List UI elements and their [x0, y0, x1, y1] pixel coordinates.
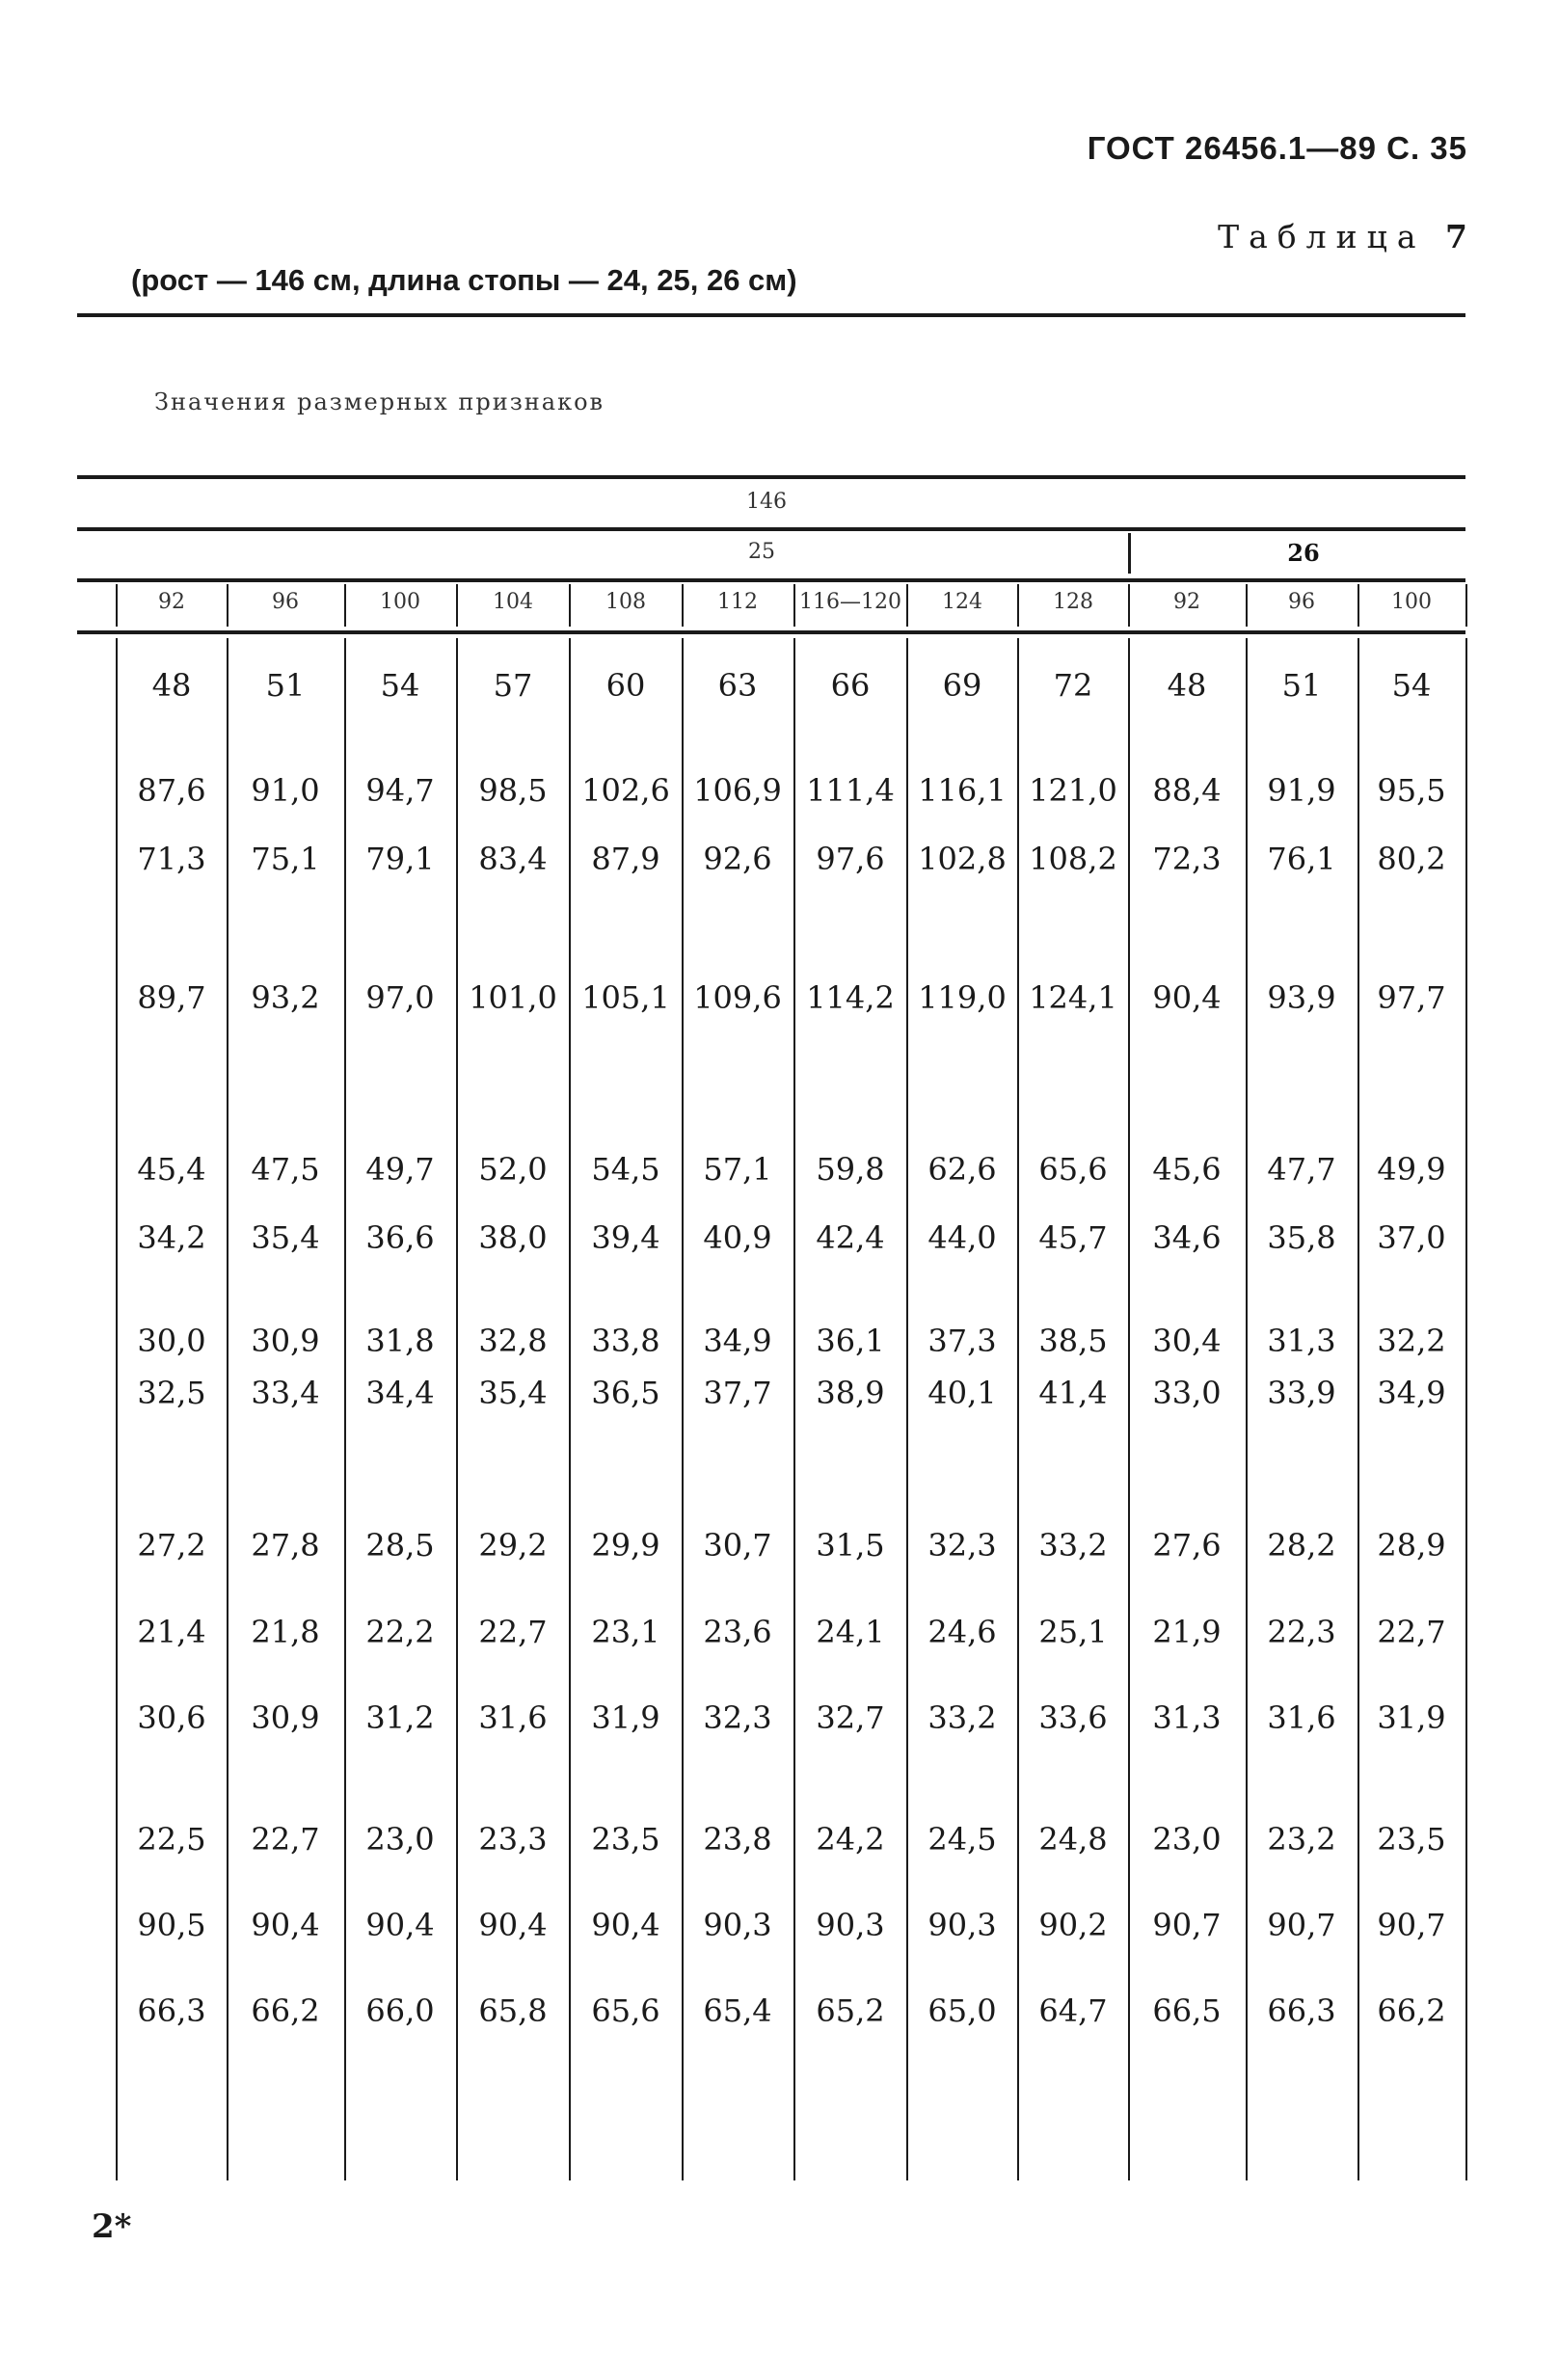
table-cell: 90,5 — [137, 1907, 206, 1943]
table-cell: 91,9 — [1267, 772, 1336, 809]
table-cell: 65,2 — [816, 1992, 885, 2029]
column-header-divider — [569, 584, 571, 627]
table-cell: 93,9 — [1267, 979, 1336, 1016]
table-cell: 25,1 — [1038, 1614, 1108, 1650]
table-cell: 44,0 — [927, 1219, 997, 1256]
column-divider — [682, 638, 684, 2180]
table-cell: 54 — [380, 667, 420, 704]
table-cell: 23,5 — [591, 1821, 660, 1858]
table-cell: 30,0 — [137, 1323, 206, 1359]
column-header-divider — [344, 584, 346, 627]
table-cell: 114,2 — [806, 979, 895, 1016]
table-cell: 66,5 — [1152, 1992, 1222, 2029]
table-cell: 22,7 — [478, 1614, 548, 1650]
table-cell: 21,4 — [137, 1614, 206, 1650]
table-cell: 24,1 — [816, 1614, 885, 1650]
foot-group-25: 25 — [748, 540, 775, 564]
table-cell: 97,0 — [365, 979, 435, 1016]
table-cell: 47,5 — [251, 1151, 320, 1188]
table-cell: 45,7 — [1038, 1219, 1108, 1256]
table-cell: 29,9 — [591, 1527, 660, 1564]
table-cell: 69 — [942, 667, 982, 704]
table-cell: 23,0 — [365, 1821, 435, 1858]
table-cell: 66,2 — [1377, 1992, 1446, 2029]
column-divider — [227, 638, 228, 2180]
table-cell: 121,0 — [1029, 772, 1117, 809]
table-cell: 51 — [1281, 667, 1322, 704]
table-cell: 28,5 — [365, 1527, 435, 1564]
table-cell: 49,9 — [1377, 1151, 1446, 1188]
table-cell: 64,7 — [1038, 1992, 1108, 2029]
table-cell: 80,2 — [1377, 841, 1446, 877]
table-cell: 23,5 — [1377, 1821, 1446, 1858]
table-number: 7 — [1445, 218, 1467, 255]
column-header-divider — [793, 584, 795, 627]
table-cell: 105,1 — [581, 979, 670, 1016]
table-cell: 22,3 — [1267, 1614, 1336, 1650]
table-cell: 90,3 — [927, 1907, 997, 1943]
table-cell: 54 — [1391, 667, 1432, 704]
table-cell: 22,2 — [365, 1614, 435, 1650]
column-divider — [1357, 638, 1359, 2180]
column-header-divider — [1246, 584, 1248, 627]
column-header: 96 — [1288, 590, 1315, 614]
table-cell: 34,9 — [703, 1323, 772, 1359]
document-reference: ГОСТ 26456.1—89 С. 35 — [1087, 130, 1467, 166]
table-cell: 24,6 — [927, 1614, 997, 1650]
table-cell: 48 — [1167, 667, 1207, 704]
column-divider — [569, 638, 571, 2180]
table-cell: 37,3 — [927, 1323, 997, 1359]
table-cell: 90,4 — [478, 1907, 548, 1943]
table-cell: 59,8 — [816, 1151, 885, 1188]
table-cell: 71,3 — [137, 841, 206, 877]
table-cell: 90,4 — [1152, 979, 1222, 1016]
table-cell: 65,6 — [1038, 1151, 1108, 1188]
table-cell: 75,1 — [251, 841, 320, 877]
table-cell: 31,9 — [591, 1699, 660, 1736]
table-cell: 30,9 — [251, 1699, 320, 1736]
table-cell: 36,1 — [816, 1323, 885, 1359]
table-cell: 23,1 — [591, 1614, 660, 1650]
column-header-divider — [682, 584, 684, 627]
table-cell: 32,8 — [478, 1323, 548, 1359]
table-cell: 33,2 — [1038, 1527, 1108, 1564]
table-cell: 90,3 — [816, 1907, 885, 1943]
table-label — [1218, 218, 1467, 255]
foot-row-rule — [77, 578, 1465, 582]
table-cell: 33,9 — [1267, 1375, 1336, 1411]
foot-group-26: 26 — [1287, 539, 1320, 567]
table-cell: 62,6 — [927, 1151, 997, 1188]
column-header-divider — [116, 584, 118, 627]
table-cell: 22,5 — [137, 1821, 206, 1858]
table-cell: 37,0 — [1377, 1219, 1446, 1256]
table-cell: 31,2 — [365, 1699, 435, 1736]
table-cell: 101,0 — [469, 979, 557, 1016]
table-cell: 66,3 — [137, 1992, 206, 2029]
column-header: 108 — [605, 590, 646, 614]
table-cell: 24,2 — [816, 1821, 885, 1858]
table-cell: 87,9 — [591, 841, 660, 877]
column-divider — [116, 638, 118, 2180]
table-cell: 28,9 — [1377, 1527, 1446, 1564]
column-header-divider — [1465, 584, 1467, 627]
table-cell: 27,2 — [137, 1527, 206, 1564]
column-divider — [1128, 638, 1130, 2180]
table-cell: 33,4 — [251, 1375, 320, 1411]
table-label-word: Таблица — [1218, 218, 1426, 255]
column-divider — [906, 638, 908, 2180]
table-cell: 23,3 — [478, 1821, 548, 1858]
table-cell: 89,7 — [137, 979, 206, 1016]
table-cell: 32,5 — [137, 1375, 206, 1411]
table-cell: 23,0 — [1152, 1821, 1222, 1858]
title-rule — [77, 313, 1465, 317]
column-header-divider — [1357, 584, 1359, 627]
table-cell: 90,4 — [591, 1907, 660, 1943]
table-cell: 97,6 — [816, 841, 885, 877]
table-cell: 65,8 — [478, 1992, 548, 2029]
table-cell: 54,5 — [591, 1151, 660, 1188]
table-cell: 106,9 — [693, 772, 782, 809]
table-cell: 94,7 — [365, 772, 435, 809]
height-header: 146 — [746, 490, 787, 514]
table-cell: 91,0 — [251, 772, 320, 809]
table-cell: 30,4 — [1152, 1323, 1222, 1359]
table-cell: 22,7 — [251, 1821, 320, 1858]
table-cell: 35,8 — [1267, 1219, 1336, 1256]
column-header: 124 — [942, 590, 982, 614]
table-cell: 109,6 — [693, 979, 782, 1016]
table-cell: 57,1 — [703, 1151, 772, 1188]
column-header: 96 — [272, 590, 299, 614]
table-cell: 72,3 — [1152, 841, 1222, 877]
table-cell: 83,4 — [478, 841, 548, 877]
table-cell: 47,7 — [1267, 1151, 1336, 1188]
table-cell: 22,7 — [1377, 1614, 1446, 1650]
table-cell: 66,3 — [1267, 1992, 1336, 2029]
column-header-divider — [906, 584, 908, 627]
table-cell: 27,6 — [1152, 1527, 1222, 1564]
table-cell: 119,0 — [918, 979, 1007, 1016]
table-cell: 49,7 — [365, 1151, 435, 1188]
table-cell: 63 — [717, 667, 758, 704]
table-cell: 95,5 — [1377, 772, 1446, 809]
table-cell: 66,2 — [251, 1992, 320, 2029]
table-cell: 31,5 — [816, 1527, 885, 1564]
table-cell: 97,7 — [1377, 979, 1446, 1016]
table-cell: 24,5 — [927, 1821, 997, 1858]
table-cell: 93,2 — [251, 979, 320, 1016]
table-cell: 87,6 — [137, 772, 206, 809]
table-cell: 27,8 — [251, 1527, 320, 1564]
table-cell: 32,3 — [927, 1527, 997, 1564]
table-cell: 72 — [1053, 667, 1093, 704]
table-cell: 90,7 — [1377, 1907, 1446, 1943]
table-cell: 48 — [151, 667, 192, 704]
table-cell: 36,6 — [365, 1219, 435, 1256]
table-cell: 34,9 — [1377, 1375, 1446, 1411]
table-cell: 32,3 — [703, 1699, 772, 1736]
table-cell: 45,6 — [1152, 1151, 1222, 1188]
table-cell: 66,0 — [365, 1992, 435, 2029]
column-header: 128 — [1053, 590, 1093, 614]
table-cell: 34,2 — [137, 1219, 206, 1256]
table-cell: 42,4 — [816, 1219, 885, 1256]
column-header: 116—120 — [799, 590, 901, 614]
table-cell: 65,0 — [927, 1992, 997, 2029]
foot-group-divider — [1128, 533, 1131, 574]
table-cell: 108,2 — [1029, 841, 1117, 877]
table-cell: 90,2 — [1038, 1907, 1108, 1943]
height-row-rule — [77, 527, 1465, 531]
table-cell: 90,4 — [251, 1907, 320, 1943]
table-cell: 23,8 — [703, 1821, 772, 1858]
table-cell: 76,1 — [1267, 841, 1336, 877]
column-header: 92 — [1173, 590, 1200, 614]
table-cell: 31,9 — [1377, 1699, 1446, 1736]
table-cell: 23,6 — [703, 1614, 772, 1650]
column-header: 92 — [158, 590, 185, 614]
table-cell: 57 — [493, 667, 533, 704]
table-cell: 90,7 — [1267, 1907, 1336, 1943]
table-cell: 33,0 — [1152, 1375, 1222, 1411]
column-header-divider — [1128, 584, 1130, 627]
column-header: 104 — [493, 590, 533, 614]
table-cell: 98,5 — [478, 772, 548, 809]
table-cell: 21,8 — [251, 1614, 320, 1650]
table-cell: 40,1 — [927, 1375, 997, 1411]
table-caption: Значения размерных признаков — [154, 388, 605, 415]
table-cell: 90,7 — [1152, 1907, 1222, 1943]
page-mark: 2* — [92, 2207, 132, 2246]
table-cell: 33,6 — [1038, 1699, 1108, 1736]
table-cell: 31,8 — [365, 1323, 435, 1359]
column-divider — [1246, 638, 1248, 2180]
table-cell: 102,8 — [918, 841, 1007, 877]
column-header: 112 — [717, 590, 758, 614]
table-cell: 124,1 — [1029, 979, 1117, 1016]
table-cell: 65,4 — [703, 1992, 772, 2029]
column-divider — [793, 638, 795, 2180]
table-cell: 41,4 — [1038, 1375, 1108, 1411]
table-cell: 52,0 — [478, 1151, 548, 1188]
column-divider — [1017, 638, 1019, 2180]
table-cell: 33,8 — [591, 1323, 660, 1359]
table-cell: 88,4 — [1152, 772, 1222, 809]
table-cell: 23,2 — [1267, 1821, 1336, 1858]
table-cell: 102,6 — [581, 772, 670, 809]
table-cell: 35,4 — [251, 1219, 320, 1256]
table-cell: 65,6 — [591, 1992, 660, 2029]
column-divider — [456, 638, 458, 2180]
column-divider — [344, 638, 346, 2180]
table-cell: 34,6 — [1152, 1219, 1222, 1256]
table-cell: 30,7 — [703, 1527, 772, 1564]
table-cell: 35,4 — [478, 1375, 548, 1411]
column-header-divider — [227, 584, 228, 627]
table-subtitle: (рост — 146 см, длина стопы — 24, 25, 26 см) — [131, 263, 797, 297]
column-header: 100 — [1391, 590, 1432, 614]
table-cell: 21,9 — [1152, 1614, 1222, 1650]
table-cell: 33,2 — [927, 1699, 997, 1736]
table-cell: 111,4 — [806, 772, 895, 809]
table-cell: 39,4 — [591, 1219, 660, 1256]
column-header-divider — [1017, 584, 1019, 627]
table-cell: 31,6 — [478, 1699, 548, 1736]
table-cell: 116,1 — [918, 772, 1007, 809]
table-top-rule — [77, 475, 1465, 479]
table-cell: 28,2 — [1267, 1527, 1336, 1564]
table-cell: 32,7 — [816, 1699, 885, 1736]
table-cell: 90,3 — [703, 1907, 772, 1943]
table-cell: 51 — [265, 667, 306, 704]
column-header: 100 — [380, 590, 420, 614]
table-cell: 30,9 — [251, 1323, 320, 1359]
table-cell: 38,5 — [1038, 1323, 1108, 1359]
table-cell: 40,9 — [703, 1219, 772, 1256]
table-cell: 79,1 — [365, 841, 435, 877]
table-cell: 31,3 — [1267, 1323, 1336, 1359]
table-cell: 24,8 — [1038, 1821, 1108, 1858]
column-divider — [1465, 638, 1467, 2180]
table-cell: 37,7 — [703, 1375, 772, 1411]
table-cell: 90,4 — [365, 1907, 435, 1943]
table-cell: 36,5 — [591, 1375, 660, 1411]
table-cell: 45,4 — [137, 1151, 206, 1188]
table-cell: 92,6 — [703, 841, 772, 877]
table-cell: 29,2 — [478, 1527, 548, 1564]
table-cell: 38,0 — [478, 1219, 548, 1256]
table-cell: 38,9 — [816, 1375, 885, 1411]
table-cell: 31,3 — [1152, 1699, 1222, 1736]
table-cell: 32,2 — [1377, 1323, 1446, 1359]
table-cell: 66 — [830, 667, 871, 704]
table-cell: 60 — [605, 667, 646, 704]
column-header-divider — [456, 584, 458, 627]
table-cell: 31,6 — [1267, 1699, 1336, 1736]
table-cell: 34,4 — [365, 1375, 435, 1411]
table-cell: 30,6 — [137, 1699, 206, 1736]
column-row-rule — [77, 630, 1465, 634]
